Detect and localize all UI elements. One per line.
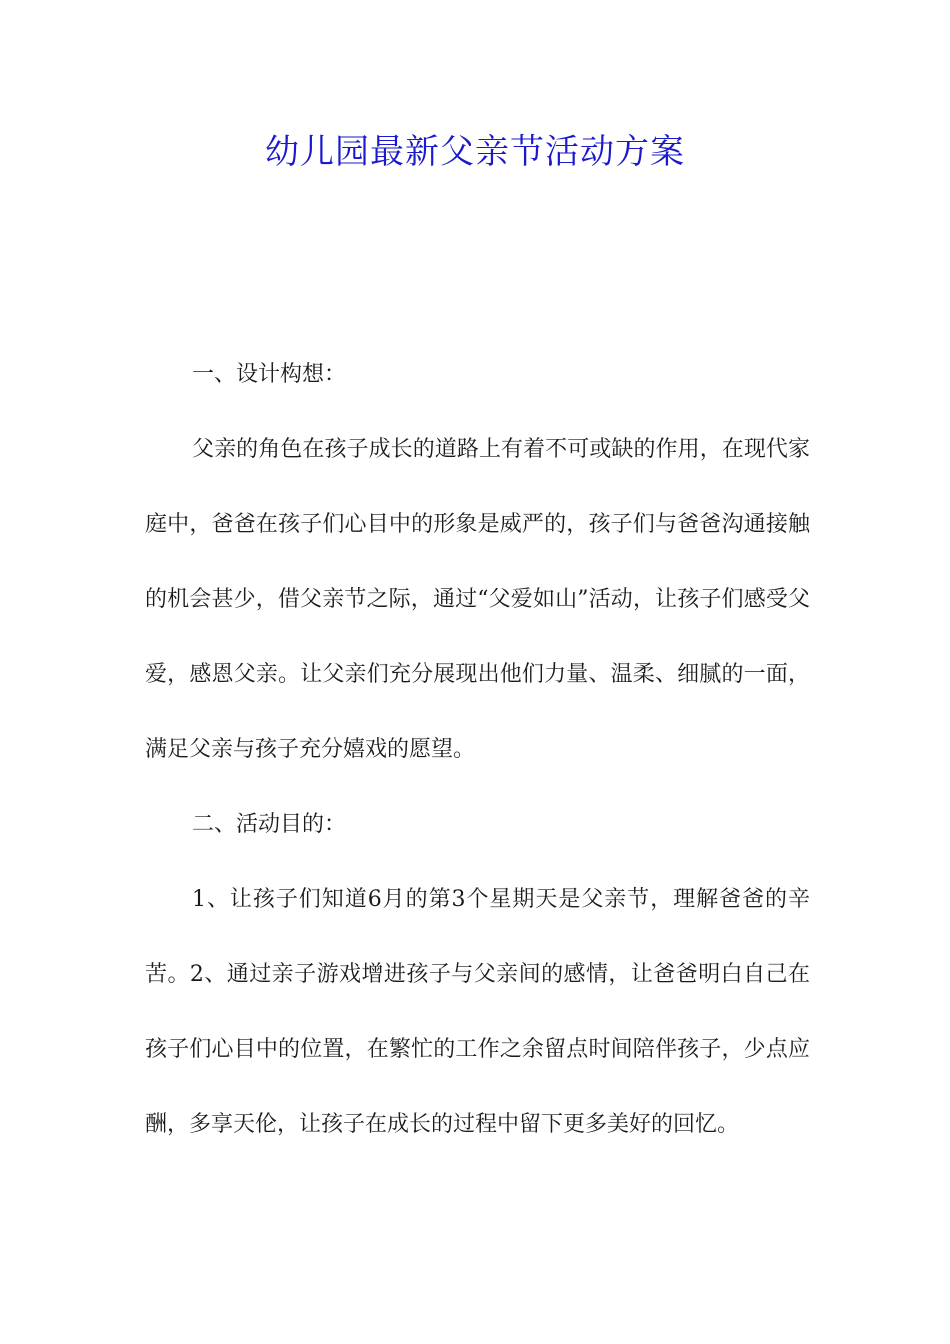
paragraph-goals: 1、让孩子们知道6月的第3个星期天是父亲节，理解爸爸的辛苦。2、通过亲子游戏增进孩子与父亲间的感情，让爸爸明白自己在孩子们心目中的位置，在繁忙的工作之余留点时间陪伴孩子，少点应酬，多享天伦，让孩子在成长的过程中留下更多美好的回忆。	[145, 887, 810, 1137]
document-title: 幼儿园最新父亲节活动方案	[265, 132, 685, 172]
document-body	[145, 337, 810, 1162]
paragraph-design: 父亲的角色在孩子成长的道路上有着不可或缺的作用，在现代家庭中，爸爸在孩子们心目中的形象是威严的，孩子们与爸爸沟通接触的机会甚少，借父亲节之际，通过“父爱如山”活动，让孩子们感受父爱，感恩父亲。让父亲们充分展现出他们力量、温柔、细腻的一面，满足父亲与孩子充分嬉戏的愿望。	[145, 437, 810, 762]
section-heading-design: 一、设计构想：	[192, 362, 347, 387]
section-heading-goals: 二、活动目的：	[192, 812, 347, 837]
